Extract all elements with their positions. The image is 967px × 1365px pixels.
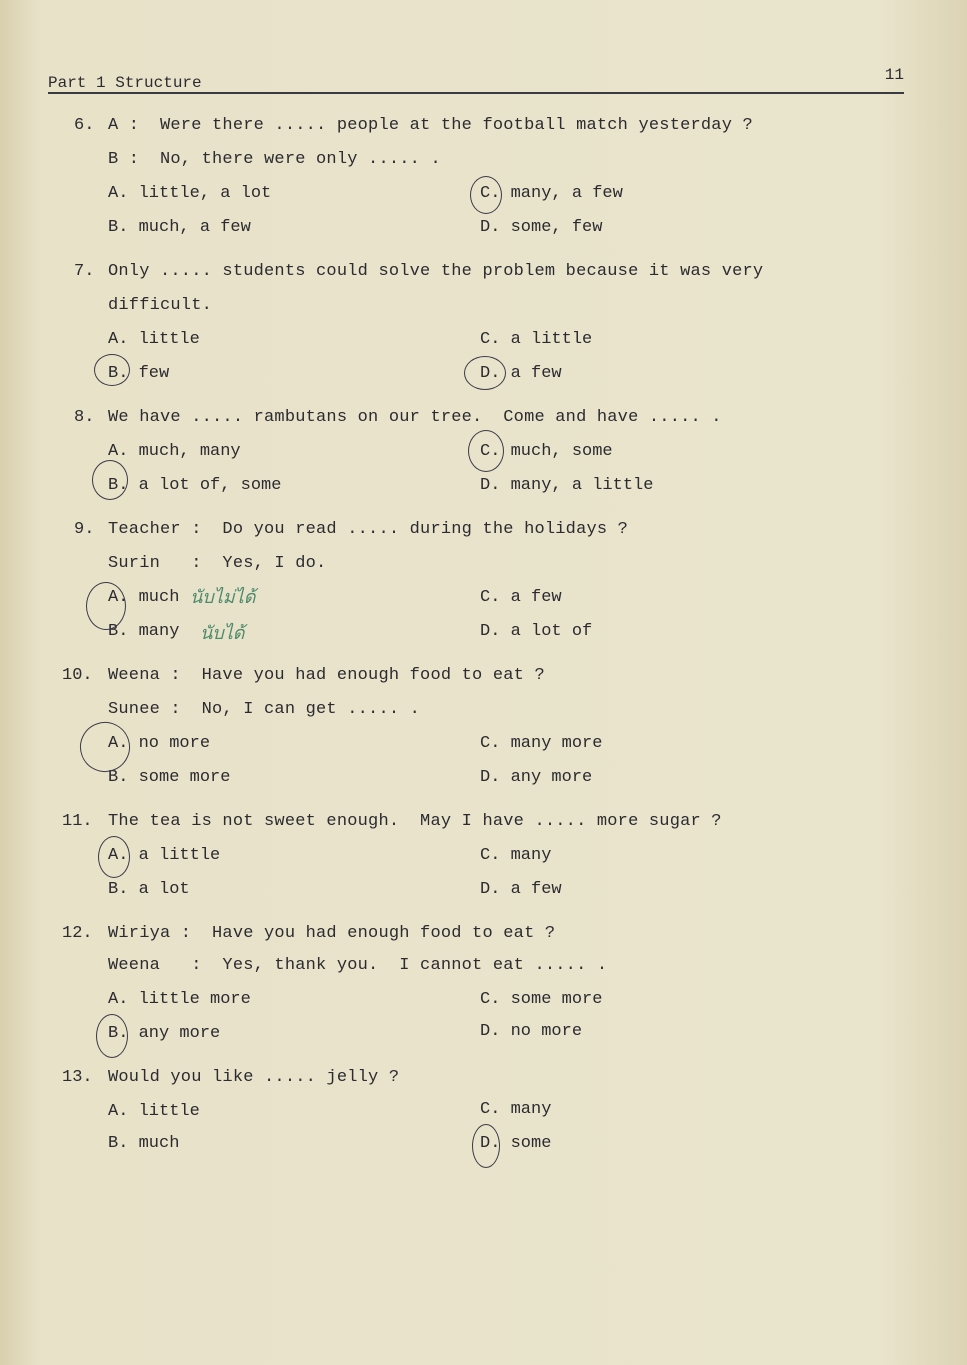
question-text: A : Were there ..... people at the football match yesterday ? — [108, 116, 753, 135]
option-c[interactable]: C. much, some — [480, 442, 613, 461]
option-d[interactable]: D. no more — [480, 1022, 583, 1041]
question-number: 6. — [74, 116, 95, 135]
answer-circle — [464, 356, 506, 390]
question-text: Weena : Yes, thank you. I cannot eat ..... . — [108, 956, 608, 975]
question-text: B : No, there were only ..... . — [108, 150, 441, 169]
option-b[interactable]: B. some more — [108, 768, 231, 787]
option-a[interactable]: A. a little — [108, 846, 221, 865]
option-a[interactable]: A. little — [108, 330, 200, 349]
handwritten-note: นับได้ — [200, 623, 245, 644]
option-b[interactable]: B. a lot of, some — [108, 476, 282, 495]
question-text: Would you like ..... jelly ? — [108, 1068, 400, 1087]
question-text: The tea is not sweet enough. May I have ..... more sugar ? — [108, 812, 722, 831]
answer-circle — [86, 582, 126, 630]
answer-circle — [96, 1014, 128, 1058]
answer-circle — [94, 354, 130, 386]
option-b[interactable]: B. many — [108, 622, 180, 641]
option-c[interactable]: C. some more — [480, 990, 603, 1009]
question-text: Wiriya : Have you had enough food to eat ? — [108, 924, 556, 943]
option-a[interactable]: A. much — [108, 588, 180, 607]
option-d[interactable]: D. a few — [480, 880, 562, 899]
question-number: 10. — [62, 666, 93, 685]
option-b[interactable]: B. a lot — [108, 880, 190, 899]
question-number: 13. — [62, 1068, 93, 1087]
option-d[interactable]: D. some, few — [480, 218, 603, 237]
option-d[interactable]: D. a few — [480, 364, 562, 383]
question-number: 11. — [62, 812, 93, 831]
option-a[interactable]: A. little more — [108, 990, 251, 1009]
option-b[interactable]: B. few — [108, 364, 170, 383]
option-c[interactable]: C. a little — [480, 330, 593, 349]
question-text: Teacher : Do you read ..... during the holidays ? — [108, 520, 629, 539]
question-text: Only ..... students could solve the problem because it was very — [108, 262, 764, 281]
handwritten-note: นับไม่ได้ — [190, 587, 256, 608]
option-d[interactable]: D. a lot of — [480, 622, 593, 641]
option-b[interactable]: B. any more — [108, 1024, 221, 1043]
section-title: Part 1 Structure — [48, 74, 202, 92]
option-d[interactable]: D. any more — [480, 768, 593, 787]
option-d[interactable]: D. some — [480, 1134, 552, 1153]
question-text: Weena : Have you had enough food to eat ? — [108, 666, 545, 685]
option-b[interactable]: B. much, a few — [108, 218, 251, 237]
option-c[interactable]: C. many, a few — [480, 184, 623, 203]
question-number: 8. — [74, 408, 95, 427]
page-number: 11 — [884, 66, 904, 84]
question-number: 9. — [74, 520, 95, 539]
option-a[interactable]: A. much, many — [108, 442, 241, 461]
option-b[interactable]: B. much — [108, 1134, 180, 1153]
option-c[interactable]: C. many — [480, 1100, 552, 1119]
option-c[interactable]: C. many more — [480, 734, 603, 753]
answer-circle — [472, 1124, 500, 1168]
question-text: Sunee : No, I can get ..... . — [108, 700, 421, 719]
option-a[interactable]: A. no more — [108, 734, 211, 753]
question-text: We have ..... rambutans on our tree. Come and have ..... . — [108, 408, 722, 427]
option-c[interactable]: C. many — [480, 846, 552, 865]
page-header — [48, 68, 904, 94]
question-text: Surin : Yes, I do. — [108, 554, 327, 573]
option-d[interactable]: D. many, a little — [480, 476, 654, 495]
option-c[interactable]: C. a few — [480, 588, 562, 607]
answer-circle — [92, 460, 128, 500]
question-text: difficult. — [108, 296, 213, 315]
option-a[interactable]: A. little, a lot — [108, 184, 272, 203]
answer-circle — [468, 430, 504, 472]
answer-circle — [470, 176, 502, 214]
answer-circle — [98, 836, 130, 878]
question-number: 12. — [62, 924, 93, 943]
question-number: 7. — [74, 262, 95, 281]
option-a[interactable]: A. little — [108, 1102, 200, 1121]
